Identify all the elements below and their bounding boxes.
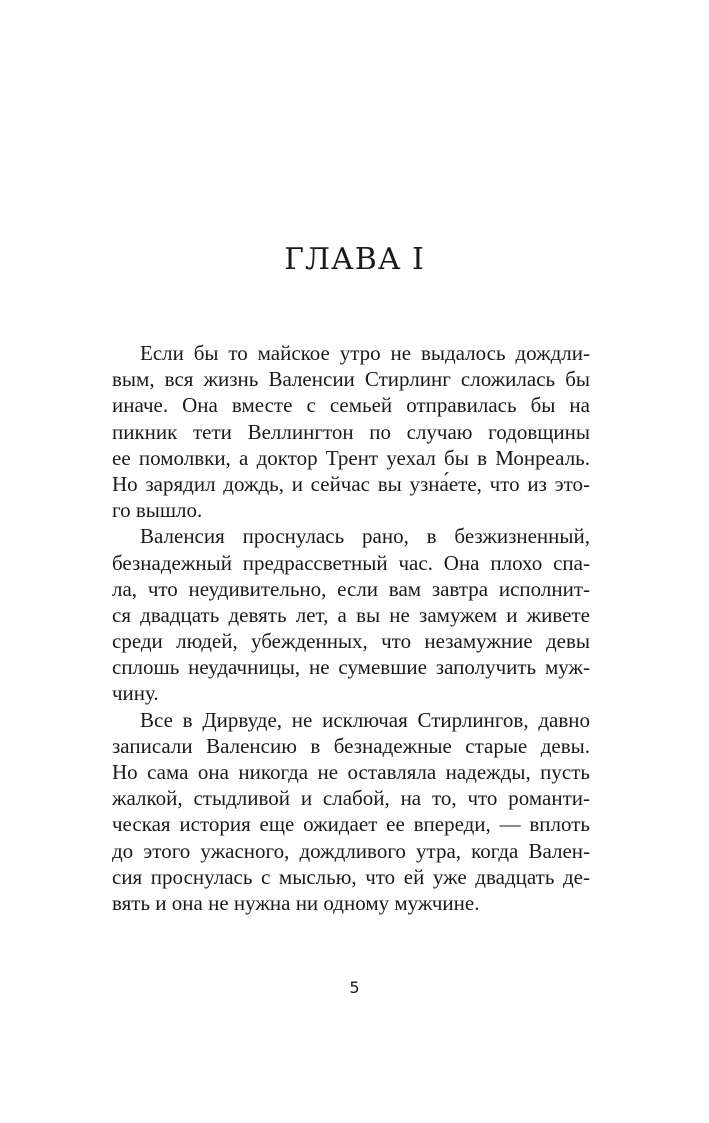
text-line: сплошь неудачницы, не сумевшие заполучить муж- bbox=[112, 655, 590, 680]
text-line: ла, что неудивительно, если вам завтра исполнит- bbox=[112, 576, 590, 601]
text-line: до этого ужасного, дождливого утра, когда Вален- bbox=[112, 838, 590, 863]
text-line: ческая история еще ожидает ее впереди, — вплоть bbox=[112, 812, 590, 837]
chapter-body bbox=[112, 340, 590, 916]
text-line: жалкой, стыдливой и слабой, на то, что романти- bbox=[112, 786, 590, 811]
text-line: вым, вся жизнь Валенсии Стирлинг сложилась бы bbox=[112, 367, 590, 392]
paragraph-2 bbox=[112, 523, 590, 706]
text-line: Но зарядил дождь, и сейчас вы узна́ете, что из это- bbox=[112, 471, 590, 496]
text-line: пикник тети Веллингтон по случаю годовщины bbox=[112, 419, 590, 444]
text-line: ее помолвки, а доктор Трент уехал бы в Монреаль. bbox=[112, 445, 590, 470]
text-line: вять и она не нужна ни одному мужчине. bbox=[112, 890, 480, 915]
paragraph-1 bbox=[112, 340, 590, 523]
text-line: чину. bbox=[112, 681, 159, 706]
page-number: 5 bbox=[349, 978, 360, 997]
chapter-title: ГЛАВА I bbox=[284, 242, 425, 277]
text-line: сия проснулась с мыслью, что ей уже двадцать де- bbox=[112, 864, 590, 889]
text-line: иначе. Она вместе с семьей отправилась бы на bbox=[112, 393, 590, 418]
text-line: среди людей, убежденных, что незамужние девы bbox=[112, 629, 590, 654]
text-line: ся двадцать девять лет, а вы не замужем и живете bbox=[112, 602, 590, 627]
text-line: Если бы то майское утро не выдалось дождли- bbox=[140, 341, 590, 365]
text-line: Но сама она никогда не оставляла надежды, пусть bbox=[112, 760, 590, 784]
text-line: го вышло. bbox=[112, 498, 203, 523]
text-line: безнадежный предрассветный час. Она плохо спа- bbox=[112, 550, 590, 575]
text-line: записали Валенсию в безнадежные старые девы. bbox=[112, 733, 590, 758]
text-line: Все в Дирвуде, не исключая Стирлингов, давно bbox=[140, 707, 590, 732]
paragraph-3 bbox=[112, 707, 590, 917]
text-line: Валенсия проснулась рано, в безжизненный, bbox=[140, 524, 590, 549]
